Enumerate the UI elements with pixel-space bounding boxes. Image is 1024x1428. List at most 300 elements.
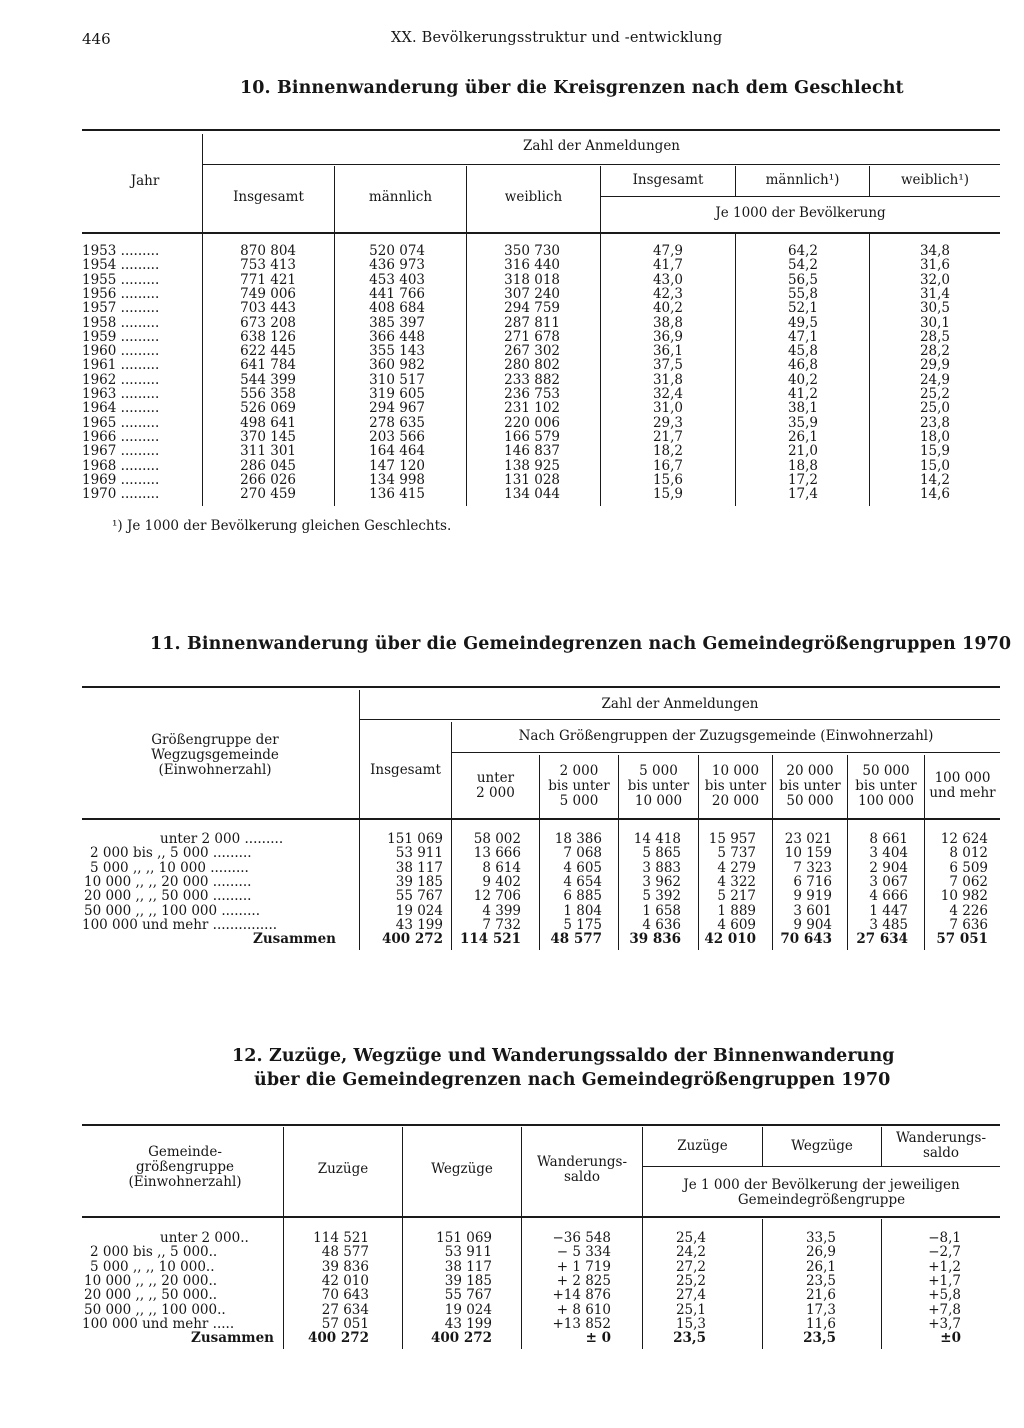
table-cell: 441 766 (369, 285, 425, 302)
table-cell: 35,9 (787, 414, 818, 431)
header-line: größengruppe (136, 1159, 234, 1175)
header-line: 50 000 (862, 763, 910, 779)
table10-vline (466, 166, 467, 506)
table-cell: 453 403 (369, 271, 425, 288)
table12-vline (762, 1219, 763, 1349)
table-cell: 3 404 (869, 845, 908, 862)
table-cell: 14,6 (919, 486, 950, 503)
table-cell: 24,2 (675, 1244, 706, 1261)
table-total-cell: 27 634 (856, 931, 908, 948)
table-row-label: 50 000 ,, ,, 100 000.. (84, 1301, 226, 1318)
table-cell: 24,9 (919, 371, 950, 388)
table-cell: 31,6 (919, 257, 950, 274)
table-cell: 236 753 (504, 386, 560, 402)
table-cell: 4 605 (563, 859, 602, 876)
table-cell: +14 876 (552, 1287, 611, 1304)
header-line: und mehr (929, 785, 996, 801)
table-cell: 39 185 (395, 873, 443, 890)
table-cell: 749 006 (240, 285, 296, 302)
table-cell: 3 962 (642, 873, 681, 890)
table-row-year: 1959 ......... (82, 328, 160, 345)
table11-header-zahl: Zahl der Anmeldungen (601, 696, 759, 712)
table-cell: 27,2 (675, 1258, 706, 1275)
table-cell: 18,0 (919, 428, 950, 445)
table-cell: 53 911 (444, 1244, 492, 1261)
table-row-label: 50 000 ,, ,, 100 000 ......... (84, 902, 261, 919)
table-cell: 270 459 (240, 486, 296, 503)
table-cell: 31,4 (919, 285, 950, 302)
table-cell: 26,9 (805, 1244, 836, 1261)
table-cell: 42 010 (321, 1272, 369, 1289)
header-line: bis unter (779, 778, 841, 794)
table-cell: 55 767 (444, 1287, 492, 1304)
table-cell: 134 044 (504, 486, 560, 503)
table-cell: 28,2 (919, 343, 950, 360)
table-cell: 7 732 (482, 916, 521, 933)
table12-top-rule (82, 1124, 1000, 1126)
table-cell: 25,2 (919, 386, 950, 402)
table-total-cell: 114 521 (459, 931, 521, 948)
header-line: 5 000 (639, 763, 678, 779)
table-total-cell: 400 272 (430, 1330, 492, 1347)
table12-header-group (100, 1145, 270, 1190)
table-cell: 280 802 (504, 357, 560, 374)
table-cell: 703 443 (240, 300, 296, 317)
table-cell: 6 885 (563, 888, 602, 905)
table10-header-je1000: Je 1000 der Bevölkerung (715, 205, 886, 221)
table-cell: 57 051 (321, 1315, 369, 1332)
table-cell: 58 002 (473, 831, 521, 847)
header-line: 2 000 (559, 763, 599, 779)
table10-header-maennlich: männlich (368, 189, 433, 205)
table-cell: 294 967 (369, 400, 425, 417)
table-row-year: 1960 ......... (82, 343, 160, 360)
table-cell: 7 068 (563, 845, 602, 862)
table-cell: 36,1 (652, 343, 683, 360)
table-cell: 54,2 (787, 257, 818, 274)
table-total-cell: 39 836 (629, 931, 681, 948)
header-line: 20 000 (711, 793, 760, 809)
table-cell: 134 998 (369, 471, 425, 488)
table-cell: 15,6 (652, 471, 683, 488)
table-cell: 10 159 (784, 845, 832, 862)
table10-header-jahr: Jahr (130, 173, 160, 189)
table11-vline (451, 722, 452, 950)
table-total-cell: 23,5 (673, 1330, 706, 1347)
table-total-cell: 70 643 (780, 931, 832, 948)
table-row-year: 1962 ......... (82, 371, 160, 388)
table-cell: 25,0 (919, 400, 950, 417)
table-cell: 56,5 (787, 271, 818, 288)
table-cell: 520 074 (369, 243, 425, 259)
table-row-year: 1967 ......... (82, 443, 160, 460)
table-cell: 70 643 (321, 1287, 369, 1304)
table-row-year: 1965 ......... (82, 414, 160, 431)
table-row-year: 1961 ......... (82, 357, 160, 374)
table11-header-col-2000-5000 (540, 764, 618, 809)
table-cell: 220 006 (504, 414, 560, 431)
table11-top-rule (82, 686, 1000, 688)
table-cell: 40,2 (652, 300, 683, 317)
table10-vline (735, 234, 736, 506)
table-cell: 266 026 (240, 471, 296, 488)
header-line: Gemeindegrößengruppe (737, 1192, 906, 1208)
table-cell: 48 577 (321, 1244, 369, 1261)
table-cell: 39 836 (321, 1258, 369, 1275)
table10-header-weiblich-rate: weiblich¹) (900, 172, 970, 188)
table-cell: +1,2 (928, 1258, 961, 1275)
table-cell: 231 102 (504, 400, 560, 417)
table-cell: + 1 719 (556, 1258, 611, 1275)
table10-header-rule (82, 232, 1000, 234)
table-cell: 319 605 (369, 386, 425, 402)
table-cell: 26,1 (787, 428, 818, 445)
table12-rule-rates (643, 1166, 1000, 1167)
table-cell: 12 624 (940, 831, 988, 847)
table-row-year: 1963 ......... (82, 386, 160, 402)
table-cell: 41,2 (787, 386, 818, 402)
table-total-cell: 23,5 (803, 1330, 836, 1347)
table-cell: 3 601 (793, 902, 832, 919)
table-cell: 15,9 (652, 486, 683, 503)
table-cell: 18,2 (652, 443, 683, 460)
table-cell: 13 666 (473, 845, 521, 862)
table-cell: 25,4 (675, 1230, 706, 1246)
table-cell: 8 012 (949, 845, 988, 862)
table-cell: 307 240 (504, 285, 560, 302)
table-cell: 8 661 (869, 831, 908, 847)
table10-rule-rates (601, 196, 1000, 197)
table11-vline (359, 690, 360, 950)
header-line: unter (476, 770, 515, 786)
table-cell: 9 919 (793, 888, 832, 905)
table-row-year: 1968 ......... (82, 457, 160, 474)
table-cell: 52,1 (787, 300, 818, 317)
table-cell: 49,5 (787, 314, 818, 331)
table-cell: 38 117 (444, 1258, 492, 1275)
table-cell: 31,8 (652, 371, 683, 388)
table-cell: 38,1 (787, 400, 818, 417)
table-total-label: Zusammen (253, 931, 336, 948)
table-cell: 19 024 (395, 902, 443, 919)
header-line: 100 000 (858, 793, 914, 809)
table-cell: 287 811 (504, 314, 560, 331)
table-cell: 14 418 (633, 831, 681, 847)
header-line: saldo (922, 1145, 960, 1161)
table-cell: 17,4 (787, 486, 818, 503)
table12-header-saldo-rate (882, 1131, 1000, 1161)
table-cell: 27 634 (321, 1301, 369, 1318)
table-row-label: 2 000 bis ,, 5 000 ......... (90, 845, 252, 862)
table12-vline (283, 1127, 284, 1349)
header-line: (Einwohnerzahl) (128, 1174, 242, 1190)
table-cell: 360 982 (369, 357, 425, 374)
table-cell: 29,3 (652, 414, 683, 431)
table-cell: 37,5 (652, 357, 683, 374)
header-line: Je 1 000 der Bevölkerung der jeweiligen (683, 1177, 960, 1193)
table-row-label: 5 000 ,, ,, 10 000 ......... (90, 859, 249, 876)
table-cell: 1 658 (642, 902, 681, 919)
table-cell: 286 045 (240, 457, 296, 474)
table-cell: 318 018 (504, 271, 560, 288)
table12-header-zuzuege: Zuzüge (317, 1161, 369, 1177)
table-cell: +5,8 (928, 1287, 961, 1304)
table-cell: 15,0 (919, 457, 950, 474)
table-cell: 3 485 (869, 916, 908, 933)
table-cell: 38,8 (652, 314, 683, 331)
table-cell: 3 883 (642, 859, 681, 876)
header-line: bis unter (855, 778, 917, 794)
table11-header-group-l2: Wegzugsgemeinde (151, 747, 279, 763)
table-cell: 43 199 (395, 916, 443, 933)
table-cell: + 8 610 (556, 1301, 611, 1318)
table-total-cell: ±0 (940, 1330, 961, 1347)
header-line: 5 000 (559, 793, 599, 809)
table-cell: 638 126 (240, 328, 296, 345)
table-cell: 23,5 (805, 1272, 836, 1289)
table-row-label: 2 000 bis ,, 5 000.. (90, 1244, 218, 1261)
table-cell: 9 904 (793, 916, 832, 933)
table-cell: 5 865 (642, 845, 681, 862)
table-cell: 19 024 (444, 1301, 492, 1318)
table-cell: −2,7 (928, 1244, 961, 1261)
table-cell: 47,9 (652, 243, 683, 259)
table-cell: 278 635 (369, 414, 425, 431)
table-row-label: 100 000 und mehr ............... (82, 916, 278, 933)
table11-rule-nach (452, 752, 1000, 753)
table-cell: 4 609 (717, 916, 756, 933)
table-cell: 2 904 (869, 859, 908, 876)
table11-header-group-l1: Größengruppe der (151, 732, 279, 748)
table-row-year: 1969 ......... (82, 471, 160, 488)
page-number: 446 (82, 30, 111, 48)
table11-header-rule (82, 818, 1000, 820)
table-cell: 27,4 (675, 1287, 706, 1304)
table-cell: 1 447 (869, 902, 908, 919)
table-cell: 316 440 (504, 257, 560, 274)
table-cell: 6 716 (793, 873, 832, 890)
table-cell: 408 684 (369, 300, 425, 317)
table-cell: 5 392 (642, 888, 681, 905)
table-cell: 6 509 (949, 859, 988, 876)
table-total-label: Zusammen (191, 1330, 274, 1347)
table-cell: 42,3 (652, 285, 683, 302)
table-total-cell: 57 051 (936, 931, 988, 948)
table-cell: 310 517 (369, 371, 425, 388)
table12-header-wegzuege-rate: Wegzüge (791, 1138, 853, 1154)
table-cell: −8,1 (928, 1230, 961, 1246)
table-cell: 16,7 (652, 457, 683, 474)
table-cell: −36 548 (552, 1230, 611, 1246)
table-cell: 55 767 (395, 888, 443, 905)
table-row-label: 20 000 ,, ,, 50 000.. (84, 1287, 218, 1304)
table12-vline (402, 1127, 403, 1349)
table-cell: 385 397 (369, 314, 425, 331)
table-cell: 622 445 (240, 343, 296, 360)
table-cell: 5 217 (717, 888, 756, 905)
table11-rule-zahl (360, 719, 1000, 720)
header-line: bis unter (704, 778, 767, 794)
table-cell: 40,2 (787, 371, 818, 388)
table-cell: +7,8 (928, 1301, 961, 1318)
table11-header-col-unter2000 (452, 771, 539, 801)
table10-header-maennlich-rate: männlich¹) (765, 172, 840, 188)
table-row-year: 1958 ......... (82, 314, 160, 331)
table-cell: 7 062 (949, 873, 988, 890)
header-line: 10 000 (711, 763, 760, 779)
table11-header-col-100000plus (925, 771, 1000, 801)
table-cell: 7 323 (793, 859, 832, 876)
table-cell: 166 579 (504, 428, 560, 445)
table-cell: 5 737 (717, 845, 756, 862)
table11-header-col-5000-10000 (619, 764, 698, 809)
table-cell: 114 521 (313, 1230, 369, 1246)
table10-rule-zahl (203, 164, 1000, 165)
table12-header-zuzuege-rate: Zuzüge (677, 1138, 728, 1154)
table-cell: 544 399 (240, 371, 296, 388)
table-row-year: 1954 ......... (82, 257, 160, 274)
table-cell: 355 143 (369, 343, 425, 360)
table-cell: 4 654 (563, 873, 602, 890)
table-cell: 526 069 (240, 400, 296, 417)
table-cell: 9 402 (482, 873, 521, 890)
table-cell: 641 784 (240, 357, 296, 374)
table-row-year: 1966 ......... (82, 428, 160, 445)
table-row-label: unter 2 000 ......... (160, 831, 284, 847)
table12-header-je1000 (643, 1178, 1000, 1208)
table-cell: 436 973 (369, 257, 425, 274)
table-cell: 30,1 (919, 314, 950, 331)
table-total-cell: 400 272 (381, 931, 443, 948)
table-cell: 21,0 (787, 443, 818, 460)
table-cell: 233 882 (504, 371, 560, 388)
header-line: bis unter (548, 778, 610, 794)
table-cell: 5 175 (563, 916, 602, 933)
table11-header-insgesamt: Insgesamt (370, 762, 441, 778)
table10-vline (869, 234, 870, 506)
table-cell: 370 145 (240, 428, 296, 445)
table-cell: 43 199 (444, 1315, 492, 1332)
table-cell: 673 208 (240, 314, 296, 331)
table-row-year: 1964 ......... (82, 400, 160, 417)
table-cell: 4 279 (717, 859, 756, 876)
table12-vline (642, 1127, 643, 1349)
table-cell: 18 386 (554, 831, 602, 847)
table-cell: 271 678 (504, 328, 560, 345)
table10-vline (334, 166, 335, 506)
table-cell: 15,9 (919, 443, 950, 460)
table-cell: 4 399 (482, 902, 521, 919)
table-cell: 311 301 (240, 443, 296, 460)
table-row-label: 100 000 und mehr ..... (82, 1315, 235, 1332)
table-row-label: 10 000 ,, ,, 20 000 ......... (84, 873, 252, 890)
table12-title-line2: über die Gemeindegrenzen nach Gemeindegrößengruppen 1970 (254, 1070, 891, 1090)
table-row-year: 1955 ......... (82, 271, 160, 288)
table-cell: 498 641 (240, 414, 296, 431)
table-cell: 34,8 (919, 243, 950, 259)
header-line: 100 000 (934, 770, 991, 786)
table-cell: 18,8 (787, 457, 818, 474)
table-cell: 47,1 (787, 328, 818, 345)
table-cell: 164 464 (369, 443, 425, 460)
table10-header-insgesamt-rate: Insgesamt (632, 172, 704, 188)
table-cell: 7 636 (949, 916, 988, 933)
table-cell: 151 069 (436, 1230, 492, 1246)
table10-header-weiblich: weiblich (504, 189, 563, 205)
table-cell: 30,5 (919, 300, 950, 317)
table-cell: 366 448 (369, 328, 425, 345)
header-line: 10 000 (634, 793, 683, 809)
table-cell: 23 021 (784, 831, 832, 847)
table-cell: 294 759 (504, 300, 560, 317)
table10-header-insgesamt: Insgesamt (233, 189, 304, 205)
table11-header-col-10000-20000 (699, 764, 772, 809)
table-cell: 31,0 (652, 400, 683, 417)
table-cell: 4 226 (949, 902, 988, 919)
table11-header-col-50000-100000 (848, 764, 924, 809)
table-row-year: 1953 ......... (82, 243, 160, 259)
table-cell: 203 566 (369, 428, 425, 445)
table-cell: 4 636 (642, 916, 681, 933)
table11-title: 11. Binnenwanderung über die Gemeindegrenzen nach Gemeindegrößengruppen 1970 (150, 634, 1012, 654)
table-cell: 55,8 (787, 285, 818, 302)
header-line: Wanderungs- (895, 1130, 987, 1146)
table-cell: 8 614 (482, 859, 521, 876)
table11-header-group (130, 733, 300, 778)
header-line: Wanderungs- (536, 1154, 628, 1170)
table-total-cell: 48 577 (550, 931, 602, 948)
table-cell: 4 322 (717, 873, 756, 890)
table-cell: 3 067 (869, 873, 908, 890)
table11-header-nach: Nach Größengruppen der Zuzugsgemeinde (Einwohnerzahl) (518, 728, 934, 744)
table-cell: 41,7 (652, 257, 683, 274)
header-line: 20 000 (786, 763, 834, 779)
table-cell: 39 185 (444, 1272, 492, 1289)
table-cell: 38 117 (395, 859, 443, 876)
table-row-label: 5 000 ,, ,, 10 000.. (90, 1258, 215, 1275)
table-cell: 26,1 (805, 1258, 836, 1275)
table-cell: 147 120 (369, 457, 425, 474)
table-cell: 138 925 (504, 457, 560, 474)
table-cell: 4 666 (869, 888, 908, 905)
table-cell: 17,2 (787, 471, 818, 488)
table-cell: 32,0 (919, 271, 950, 288)
table10-top-rule (82, 129, 1000, 131)
table-cell: 33,5 (805, 1230, 836, 1246)
table-row-label: unter 2 000.. (160, 1230, 249, 1246)
table-cell: 25,2 (675, 1272, 706, 1289)
table-total-cell: 400 272 (307, 1330, 369, 1347)
table12-header-wegzuege: Wegzüge (431, 1161, 493, 1177)
table-cell: 46,8 (787, 357, 818, 374)
table-cell: 53 911 (395, 845, 443, 862)
header-line: bis unter (627, 778, 690, 794)
table-cell: 17,3 (805, 1301, 836, 1318)
table-cell: 11,6 (805, 1315, 836, 1332)
table-cell: +1,7 (928, 1272, 961, 1289)
table-row-year: 1956 ......... (82, 285, 160, 302)
table-cell: 136 415 (369, 486, 425, 503)
table12-title-line1: 12. Zuzüge, Wegzüge und Wanderungssaldo der Binnenwanderung (232, 1046, 895, 1066)
table-cell: 151 069 (387, 831, 443, 847)
table-row-year: 1970 ......... (82, 486, 160, 503)
table-cell: +3,7 (928, 1315, 961, 1332)
table-cell: 25,1 (675, 1301, 706, 1318)
table-row-label: 10 000 ,, ,, 20 000.. (84, 1272, 218, 1289)
table-cell: 32,4 (652, 386, 683, 402)
table-row-year: 1957 ......... (82, 300, 160, 317)
table-cell: 45,8 (787, 343, 818, 360)
